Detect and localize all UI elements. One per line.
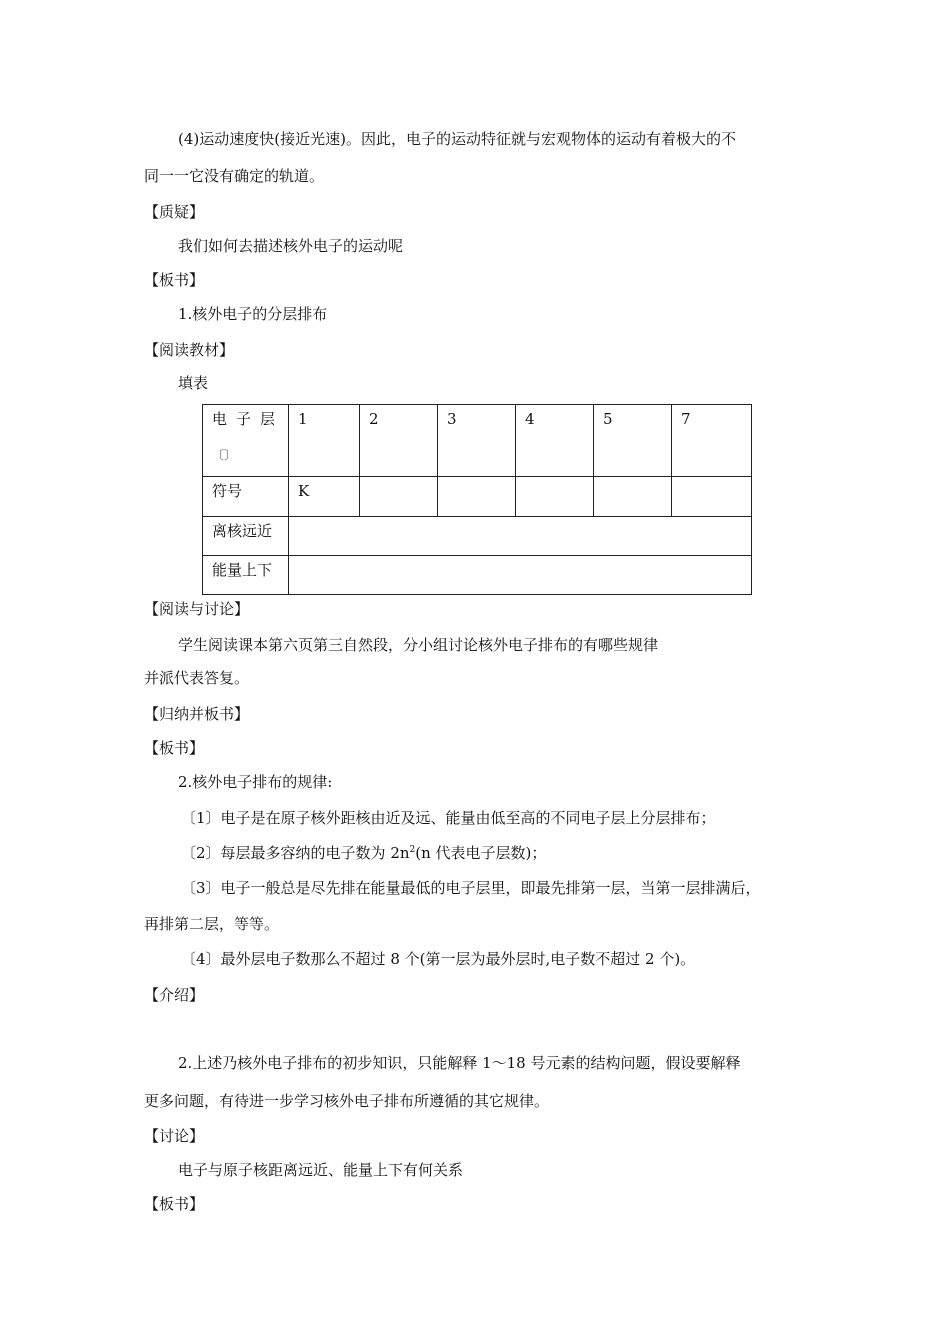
table-row-distance [203, 517, 752, 556]
layer-label-text: 电子层 [212, 410, 285, 428]
para-speed-line1: (4)运动速度快(接近光速)。因此，电子的运动特征就与宏观物体的运动有着极大的不 [178, 130, 736, 148]
cell-layer-3: 3 [438, 405, 516, 477]
cell-symbol-2 [360, 477, 438, 517]
rule-4: 〔4〕最外层电子数那么不超过 8 个(第一层为最外层时,电子数不超过 2 个)。 [181, 950, 696, 968]
cell-distance-value [289, 517, 752, 556]
heading-jieshao: 【介绍】 [144, 986, 205, 1004]
cell-symbol-5 [594, 477, 672, 517]
cell-symbol-1: K [289, 477, 360, 517]
rule-2-tail: (n 代表电子层数)； [415, 844, 547, 862]
table-row-symbols [203, 477, 752, 517]
intro-line1: 2.上述乃核外电子排布的初步知识，只能解释 1～18 号元素的结构问题，假设要解释 [178, 1054, 741, 1072]
table-row-layers [203, 405, 752, 477]
cell-energy-label: 能量上下 [203, 556, 289, 595]
heading-banshu-3: 【板书】 [144, 1195, 205, 1213]
cell-layer-1: 1 [289, 405, 360, 477]
heading-banshu-1: 【板书】 [144, 271, 205, 289]
cell-symbol-6 [672, 477, 752, 517]
heading-taolun: 【讨论】 [144, 1127, 205, 1145]
cell-layer-5: 5 [594, 405, 672, 477]
rule-3-line1: 〔3〕电子一般总是尽先排在能量最低的电子层里，即最先排第一层，当第一层排满后， [181, 879, 761, 897]
rule-2-text: 〔2〕每层最多容纳的电子数为 2n [181, 844, 410, 862]
cell-energy-value [289, 556, 752, 595]
cell-layer-7: 7 [672, 405, 752, 477]
cell-symbol-label: 符号 [203, 477, 289, 517]
cell-symbol-4 [516, 477, 594, 517]
layer-label-paren: 〔〕 [212, 448, 237, 462]
heading-yuedu-taolun: 【阅读与讨论】 [144, 600, 250, 618]
question-text: 我们如何去描述核外电子的运动呢 [178, 237, 404, 255]
discussion-question: 电子与原子核距离远近、能量上下有何关系 [178, 1161, 464, 1179]
heading-guina: 【归纳并板书】 [144, 705, 250, 723]
section-2-title: 2.核外电子排布的规律: [178, 773, 333, 791]
cell-layer-label [203, 405, 289, 477]
table-row-energy [203, 556, 752, 595]
section-1-title: 1.核外电子的分层排布 [178, 305, 328, 323]
fill-table-label: 填表 [178, 374, 209, 392]
electron-shell-table [202, 404, 752, 595]
heading-banshu-2: 【板书】 [144, 739, 205, 757]
heading-yuedu-jiaocai: 【阅读教材】 [144, 341, 235, 359]
intro-line2: 更多问题，有待进一步学习核外电子排布所遵循的其它规律。 [144, 1092, 550, 1110]
cell-layer-2: 2 [360, 405, 438, 477]
heading-zhiyi: 【质疑】 [144, 203, 205, 221]
discussion-line1: 学生阅读课本第六页第三自然段，分小组讨论核外电子排布的有哪些规律 [178, 636, 659, 654]
rule-2 [181, 843, 546, 863]
cell-distance-label: 离核远近 [203, 517, 289, 556]
rule-2-superscript: 2 [409, 845, 416, 855]
para-speed-line2: 同一一它没有确定的轨道。 [144, 167, 325, 185]
cell-layer-4: 4 [516, 405, 594, 477]
rule-1: 〔1〕电子是在原子核外距核由近及远、能量由低至高的不同电子层上分层排布； [181, 809, 716, 827]
rule-3-line2: 再排第二层，等等。 [144, 915, 280, 933]
cell-symbol-3 [438, 477, 516, 517]
discussion-line2: 并派代表答复。 [144, 669, 250, 687]
